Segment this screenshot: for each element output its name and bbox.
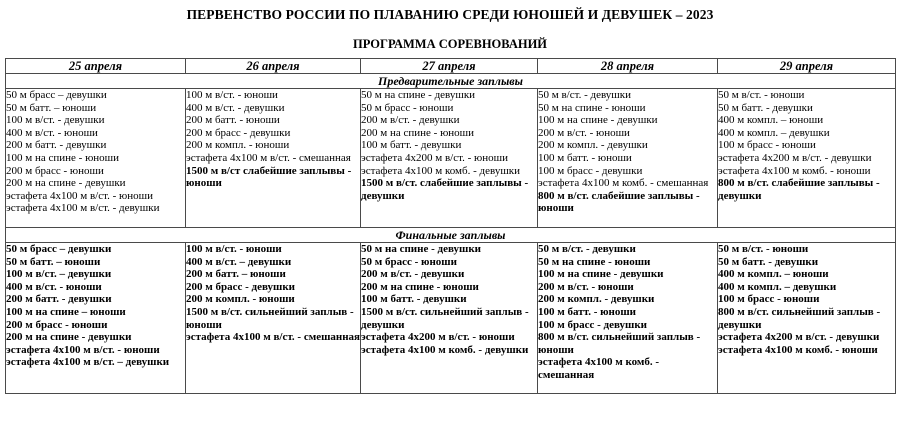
events-cell-final-3: [538, 243, 718, 394]
event-item: 200 м компл. - юноши: [186, 293, 295, 306]
event-item: 50 м на спине - девушки: [361, 243, 481, 255]
event-item: 50 м в/ст. - девушки: [538, 89, 631, 101]
events-cell-final-2: [361, 243, 538, 394]
events-cell-prelim-0: [6, 89, 186, 228]
event-item: 100 м на спине – юноши: [6, 305, 126, 318]
event-item: эстафета 4х100 м в/ст. – девушки: [6, 356, 170, 369]
event-item: 50 м в/ст. - девушки: [538, 243, 636, 255]
event-list: [538, 243, 717, 382]
event-item: 50 м в/ст. - юноши: [718, 89, 805, 101]
event-item: 400 м компл. – девушки: [718, 280, 837, 293]
event-item: 1500 м в/ст слабейшие заплывы - юноши: [186, 164, 352, 190]
event-item: эстафета 4х100 м комб. - юноши: [718, 343, 878, 356]
event-item: 50 м на спине - девушки: [361, 89, 476, 101]
event-list: [186, 243, 360, 344]
event-item: 200 м в/ст. - юноши: [538, 280, 634, 293]
event-item: эстафета 4х100 м в/ст. - юноши: [6, 343, 160, 356]
event-item: 100 м батт. - девушки: [361, 293, 467, 306]
program-page: [0, 7, 900, 432]
event-item: 200 м батт. - юноши: [186, 114, 280, 127]
event-item: 100 м в/ст. - юноши: [186, 243, 282, 255]
event-item: 50 м брасс – девушки: [6, 89, 107, 101]
event-item: 100 м в/ст. - девушки: [6, 114, 105, 127]
event-item: 100 м брасс - юноши: [718, 139, 816, 152]
event-item: 200 м в/ст. - девушки: [361, 114, 460, 127]
event-item: 200 м компл. - юноши: [186, 139, 290, 152]
event-item: эстафета 4х200 м в/ст. - девушки: [718, 331, 880, 344]
section-header-preliminary: Предварительные заплывы: [6, 74, 896, 89]
page-title: ПЕРВЕНСТВО РОССИИ ПО ПЛАВАНИЮ СРЕДИ ЮНОШЕЙ И ДЕВУШЕК – 2023: [186, 7, 714, 22]
event-item: 50 м батт. – юноши: [6, 255, 101, 268]
event-item: эстафета 4х100 м комб. - девушки: [361, 164, 521, 177]
event-list: [6, 89, 185, 215]
event-item: 200 м брасс - юноши: [6, 318, 108, 331]
event-item: 100 м на спине - юноши: [6, 151, 120, 164]
event-list: [718, 243, 895, 356]
event-item: эстафета 4х100 м комб. - смешанная: [538, 177, 709, 190]
event-list: [361, 89, 537, 202]
event-list: [538, 89, 717, 215]
event-item: 100 м брасс - девушки: [538, 164, 643, 177]
event-item: 1500 м в/ст. слабейшие заплывы - девушки: [361, 177, 529, 202]
event-item: 100 м в/ст. - юноши: [186, 89, 278, 101]
event-item: 1500 м в/ст. сильнейший заплыв - юноши: [186, 305, 354, 331]
event-item: 50 м брасс – девушки: [6, 243, 112, 255]
event-item: 50 м на спине - юноши: [538, 101, 646, 114]
event-item: 50 м на спине - юноши: [538, 255, 651, 268]
event-item: эстафета 4х200 м в/ст. - девушки: [718, 151, 872, 164]
day-header-3: 28 апреля: [538, 59, 718, 74]
events-cell-prelim-3: [538, 89, 718, 228]
event-item: 100 м батт. - девушки: [361, 139, 462, 152]
event-item: 400 м в/ст. - девушки: [186, 101, 285, 114]
events-cell-prelim-2: [361, 89, 538, 228]
events-row-final: [6, 243, 896, 394]
event-item: эстафета 4х100 м комб. - юноши: [718, 164, 871, 177]
event-item: эстафета 4х100 м в/ст. - юноши: [6, 189, 153, 202]
event-item: 800 м в/ст. сильнейший заплыв - девушки: [718, 305, 881, 331]
event-item: 100 м брасс - девушки: [538, 318, 648, 331]
event-item: 50 м брасс - юноши: [361, 255, 457, 268]
event-item: 200 м компл. - девушки: [538, 293, 655, 306]
event-item: 200 м в/ст. - девушки: [361, 268, 465, 281]
event-item: 100 м на спине - девушки: [538, 114, 658, 127]
event-item: эстафета 4х200 м в/ст. - юноши: [361, 151, 508, 164]
day-header-row: [6, 59, 896, 74]
event-item: 50 м батт. - девушки: [718, 255, 819, 268]
section-header-row-final: [6, 228, 896, 243]
event-item: 100 м в/ст. – девушки: [6, 268, 112, 281]
event-item: 100 м батт. - юноши: [538, 151, 632, 164]
event-item: 50 м брасс - юноши: [361, 101, 454, 114]
event-item: 400 м в/ст. – девушки: [186, 255, 292, 268]
event-item: эстафета 4х200 м в/ст. - юноши: [361, 331, 515, 344]
event-item: 50 м батт. - девушки: [718, 101, 813, 114]
event-item: 200 м компл. - девушки: [538, 139, 648, 152]
event-list: [6, 243, 185, 369]
events-cell-final-0: [6, 243, 186, 394]
program-subtitle: ПРОГРАММА СОРЕВНОВАНИЙ: [352, 37, 548, 51]
event-item: 200 м батт. - девушки: [6, 139, 107, 152]
event-item: эстафета 4х100 м комб. - девушки: [361, 343, 529, 356]
section-header-row-prelim: [6, 74, 896, 89]
event-list: [361, 243, 537, 356]
day-header-4: 29 апреля: [718, 59, 896, 74]
events-row-prelim: [6, 89, 896, 228]
event-item: 800 м в/ст. слабейшие заплывы - девушки: [718, 177, 880, 202]
event-item: 100 м на спине - девушки: [538, 268, 664, 281]
event-item: 200 м на спине - юноши: [361, 126, 475, 139]
event-item: 200 м на спине - девушки: [6, 331, 132, 344]
events-cell-prelim-1: [186, 89, 361, 228]
events-cell-prelim-4: [718, 89, 896, 228]
section-header-final: Финальные заплывы: [6, 228, 896, 243]
event-item: 800 м в/ст. слабейшие заплывы - юноши: [538, 189, 700, 215]
event-item: 1500 м в/ст. сильнейший заплыв - девушки: [361, 305, 529, 331]
event-item: 200 м на спине - девушки: [6, 177, 126, 190]
event-item: 200 м брасс - девушки: [186, 280, 296, 293]
events-cell-final-1: [186, 243, 361, 394]
competition-program-table: [5, 58, 896, 394]
day-header-1: 26 апреля: [186, 59, 361, 74]
events-cell-final-4: [718, 243, 896, 394]
event-item: 200 м в/ст. - юноши: [538, 126, 630, 139]
table-body: [6, 59, 896, 394]
event-item: 200 м батт. – юноши: [186, 268, 286, 281]
event-item: 50 м в/ст. - юноши: [718, 243, 809, 255]
day-header-0: 25 апреля: [6, 59, 186, 74]
event-item: 400 м в/ст. - юноши: [6, 280, 102, 293]
event-item: 400 м в/ст. - юноши: [6, 126, 98, 139]
event-item: 400 м компл. – юноши: [718, 268, 829, 281]
event-item: 400 м компл. – девушки: [718, 126, 830, 139]
event-item: эстафета 4х100 м в/ст. - смешанная: [186, 151, 351, 164]
event-item: 50 м батт. – юноши: [6, 101, 97, 114]
event-item: 200 м батт. - девушки: [6, 293, 112, 306]
event-item: 200 м на спине - юноши: [361, 280, 479, 293]
event-item: 100 м батт. - юноши: [538, 305, 636, 318]
event-list: [718, 89, 895, 202]
event-item: 800 м в/ст. сильнейший заплыв - юноши: [538, 331, 701, 356]
event-item: 100 м брасс - юноши: [718, 293, 820, 306]
event-item: 200 м брасс - девушки: [186, 126, 291, 139]
event-item: 200 м брасс - юноши: [6, 164, 104, 177]
event-item: эстафета 4х100 м комб. - смешанная: [538, 356, 660, 381]
event-item: эстафета 4х100 м в/ст. - смешанная: [186, 331, 360, 344]
day-header-2: 27 апреля: [361, 59, 538, 74]
event-item: 400 м компл. – юноши: [718, 114, 824, 127]
event-item: эстафета 4х100 м в/ст. - девушки: [6, 202, 160, 215]
event-list: [186, 89, 360, 190]
